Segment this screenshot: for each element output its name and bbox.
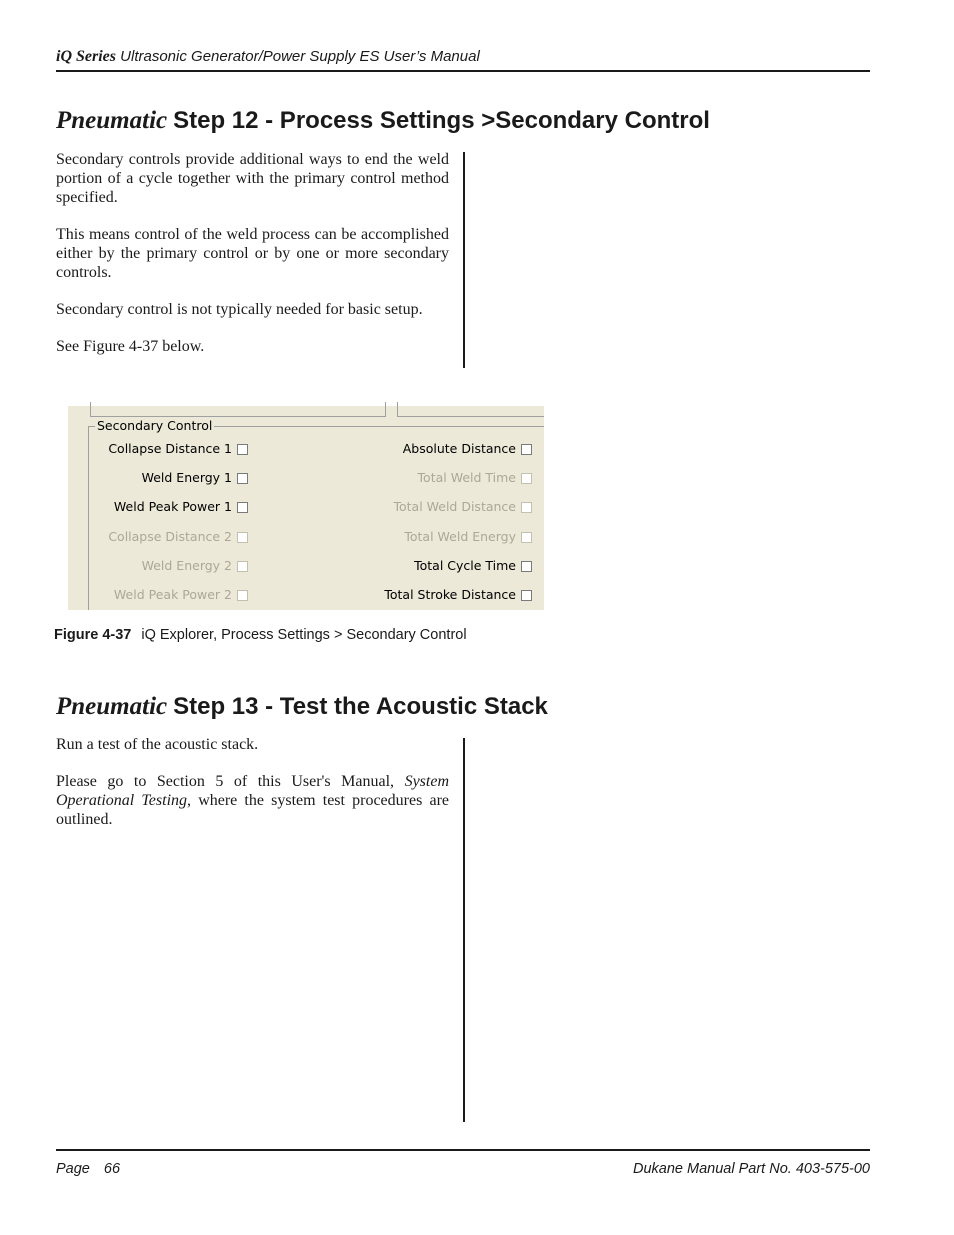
series-brand: iQ Series <box>56 48 116 65</box>
option-total-weld-time: Total Weld Time <box>418 470 532 486</box>
previous-group-box <box>90 402 386 417</box>
checkbox[interactable] <box>237 444 248 455</box>
checkbox[interactable] <box>521 561 532 572</box>
option-absolute-distance[interactable]: Absolute Distance <box>403 441 532 457</box>
figure-caption-text: iQ Explorer, Process Settings > Secondary Control <box>141 627 467 643</box>
footer-rule <box>56 1149 870 1151</box>
option-weld-energy-2: Weld Energy 2 <box>142 558 248 574</box>
step12-kind: Pneumatic <box>56 107 168 134</box>
checkbox[interactable] <box>521 590 532 601</box>
figure-caption <box>54 627 467 643</box>
step13-paragraph-2: Please go to Section 5 of this User's Manual, System Operational Testing, where the system test procedures are outlined. <box>56 773 449 828</box>
step12-paragraph-3: Secondary control is not typically needed for basic setup. <box>56 301 423 318</box>
page-number: 66 <box>103 1161 121 1177</box>
option-total-cycle-time[interactable]: Total Cycle Time <box>414 558 532 574</box>
section-reference: System Operational Testing <box>56 773 449 809</box>
step13-heading <box>56 692 876 722</box>
option-total-weld-distance: Total Weld Distance <box>393 499 532 515</box>
running-header <box>56 48 870 70</box>
step13-kind: Pneumatic <box>56 693 168 720</box>
step13-paragraph-1: Run a test of the acoustic stack. <box>56 736 259 753</box>
checkbox <box>521 473 532 484</box>
option-weld-peak-power-2: Weld Peak Power 2 <box>114 587 248 603</box>
step12-title: Step 12 - Process Settings >Secondary Control <box>173 107 710 134</box>
step12-paragraph-2: This means control of the weld process can be accomplished either by the primary control or by one or more secondary controls. <box>56 226 449 281</box>
checkbox <box>521 532 532 543</box>
checkbox <box>237 590 248 601</box>
figure-number: Figure 4-37 <box>54 627 132 643</box>
checkbox[interactable] <box>237 502 248 513</box>
step12-paragraph-4: See Figure 4-37 below. <box>56 338 205 355</box>
checkbox[interactable] <box>237 473 248 484</box>
option-collapse-distance-1[interactable]: Collapse Distance 1 <box>108 441 248 457</box>
checkbox <box>521 502 532 513</box>
column-rule-1 <box>463 152 465 368</box>
option-weld-peak-power-1[interactable]: Weld Peak Power 1 <box>114 499 248 515</box>
secondary-control-screenshot <box>54 402 544 620</box>
step12-paragraph-1: Secondary controls provide additional ways to end the weld portion of a cycle together with the primary control method specified. <box>56 151 449 206</box>
group-title: Secondary Control <box>97 418 213 433</box>
part-number: Dukane Manual Part No. 403-575-00 <box>633 1161 870 1177</box>
header-rule <box>56 70 870 72</box>
manual-title: Ultrasonic Generator/Power Supply ES User’s Manual <box>120 48 480 65</box>
option-total-weld-energy: Total Weld Energy <box>404 529 532 545</box>
step12-heading <box>56 106 876 136</box>
checkbox <box>237 561 248 572</box>
column-rule-2 <box>463 738 465 1122</box>
checkbox[interactable] <box>521 444 532 455</box>
option-weld-energy-1[interactable]: Weld Energy 1 <box>142 470 248 486</box>
step13-title: Step 13 - Test the Acoustic Stack <box>173 693 548 720</box>
previous-group-box-right <box>397 402 544 417</box>
option-total-stroke-distance[interactable]: Total Stroke Distance <box>384 587 532 603</box>
option-collapse-distance-2: Collapse Distance 2 <box>108 529 248 545</box>
page-number-block <box>56 1161 120 1177</box>
page-label: Page <box>56 1161 90 1177</box>
checkbox <box>237 532 248 543</box>
